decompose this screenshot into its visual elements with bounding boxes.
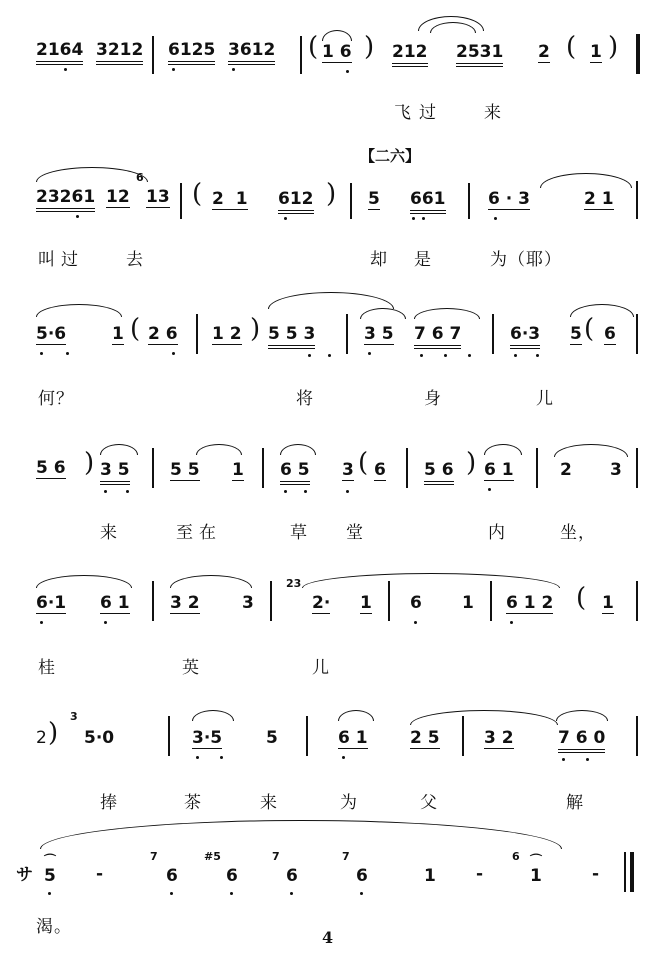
note-group: 1 2 bbox=[212, 324, 242, 344]
slur bbox=[484, 444, 522, 455]
lyric: 儿 bbox=[536, 389, 554, 409]
note-group: 2164 bbox=[36, 40, 83, 65]
note: 6 bbox=[166, 866, 178, 886]
note-group: 3212 bbox=[96, 40, 143, 65]
lyric: 为（耶） bbox=[490, 250, 562, 270]
note-group: 12 bbox=[106, 187, 130, 207]
barline bbox=[636, 448, 638, 488]
note-group: 23261 bbox=[36, 187, 95, 212]
lyric: 叫过 bbox=[38, 250, 84, 270]
barline bbox=[468, 183, 470, 219]
grace-note: 6 bbox=[512, 850, 520, 863]
note-group: 2 1 bbox=[212, 189, 248, 209]
lyric: 坐， bbox=[560, 523, 596, 543]
note-group: 3·5 bbox=[192, 728, 223, 748]
octave-dot bbox=[422, 217, 425, 220]
note: 6 bbox=[410, 593, 422, 613]
lyric: 至在 bbox=[176, 523, 222, 543]
note: 1 bbox=[590, 42, 602, 62]
lyric: 解 bbox=[566, 793, 584, 813]
octave-dot bbox=[414, 621, 417, 624]
paren-close: ) bbox=[326, 179, 337, 209]
octave-dot bbox=[412, 217, 415, 220]
octave-dot bbox=[104, 490, 107, 493]
barline bbox=[152, 36, 154, 74]
note-group: 212 bbox=[392, 42, 428, 67]
paren-close: ) bbox=[48, 718, 59, 748]
barline bbox=[636, 581, 638, 621]
note-group: 661 bbox=[410, 189, 446, 214]
note-group: 5·6 bbox=[36, 324, 67, 344]
barline bbox=[152, 581, 154, 621]
slur bbox=[196, 444, 242, 455]
note-group: 3612 bbox=[228, 40, 275, 65]
barline bbox=[636, 181, 638, 219]
octave-dot bbox=[328, 354, 331, 357]
octave-dot bbox=[420, 354, 423, 357]
note: 2· bbox=[312, 593, 331, 613]
note-group: 6 1 2 bbox=[506, 593, 554, 613]
note-group: 2531 bbox=[456, 42, 503, 67]
slur bbox=[170, 575, 252, 588]
final-barline-thick bbox=[630, 852, 634, 892]
lyric: 茶 bbox=[184, 793, 202, 813]
barline bbox=[462, 716, 464, 756]
note-group: 5 5 bbox=[170, 460, 200, 480]
octave-dot bbox=[104, 621, 107, 624]
barline bbox=[350, 183, 352, 219]
barline bbox=[196, 314, 198, 354]
lyric: 为 bbox=[340, 793, 358, 813]
free-tempo-mark: サ bbox=[16, 865, 33, 885]
lyric: 堂 bbox=[346, 523, 364, 543]
fermata-icon: ⌒ bbox=[530, 853, 543, 867]
octave-dot bbox=[40, 352, 43, 355]
final-barline-thin bbox=[624, 852, 626, 892]
octave-dot bbox=[488, 488, 491, 491]
octave-dot bbox=[304, 490, 307, 493]
octave-dot bbox=[308, 354, 311, 357]
octave-dot bbox=[232, 68, 235, 71]
note-group: 2 5 bbox=[410, 728, 440, 748]
octave-dot bbox=[284, 490, 287, 493]
octave-dot bbox=[562, 758, 565, 761]
slur bbox=[360, 308, 406, 319]
lyric: 草 bbox=[290, 523, 308, 543]
slur bbox=[36, 575, 132, 588]
lyric: 来 bbox=[484, 103, 502, 123]
note: 1 bbox=[462, 593, 474, 613]
note-group: 5 6 bbox=[424, 460, 454, 485]
barline bbox=[180, 183, 182, 219]
note: 3 bbox=[242, 593, 254, 613]
octave-dot bbox=[172, 352, 175, 355]
note: 3 bbox=[342, 460, 354, 480]
paren-close: ) bbox=[466, 448, 477, 478]
note-group: 2 6 bbox=[148, 324, 178, 344]
lyric: 身 bbox=[424, 389, 442, 409]
barline bbox=[346, 314, 348, 354]
grace-note: 7 bbox=[342, 850, 350, 863]
slur bbox=[338, 710, 374, 721]
note-group: 13 bbox=[146, 187, 170, 207]
note: 6 bbox=[374, 460, 386, 480]
section-label: 【二六】 bbox=[360, 147, 421, 165]
grace-note: 3 bbox=[70, 710, 78, 723]
barline bbox=[270, 581, 272, 621]
octave-dot bbox=[346, 70, 349, 73]
lyric: 飞过 bbox=[394, 103, 444, 123]
note: 1 bbox=[530, 866, 542, 886]
paren-close: ) bbox=[364, 32, 375, 62]
lyric: 内 bbox=[488, 523, 506, 543]
note-group: 5·0 bbox=[84, 728, 115, 748]
grace-note: 7 bbox=[150, 850, 158, 863]
slur bbox=[100, 444, 138, 455]
note-group: 6125 bbox=[168, 40, 215, 65]
note: 6 bbox=[226, 866, 238, 886]
octave-dot bbox=[230, 892, 233, 895]
dash: - bbox=[96, 864, 104, 884]
lyric: 将 bbox=[296, 389, 314, 409]
note: 6 bbox=[604, 324, 616, 344]
note-group: 6·3 bbox=[510, 324, 540, 349]
note-group: 6 1 bbox=[100, 593, 130, 613]
slur bbox=[192, 710, 234, 721]
lyric: 父 bbox=[420, 793, 438, 813]
note-group: 5 5 3 bbox=[268, 324, 315, 349]
fermata-icon: ⌒ bbox=[44, 853, 57, 867]
barline bbox=[490, 581, 492, 621]
grace-note: #5 bbox=[204, 850, 221, 863]
note: 1 bbox=[424, 866, 436, 886]
paren-close: ) bbox=[608, 32, 619, 62]
paren-open: ( bbox=[566, 32, 577, 62]
octave-dot bbox=[220, 756, 223, 759]
lyric: 来 bbox=[100, 523, 118, 543]
note: 1 bbox=[112, 324, 124, 344]
lyric: 来 bbox=[260, 793, 278, 813]
octave-dot bbox=[66, 352, 69, 355]
note: 1 bbox=[602, 593, 614, 613]
paren-open: ( bbox=[192, 179, 203, 209]
paren-close: ) bbox=[84, 448, 95, 478]
paren-open: ( bbox=[584, 314, 595, 344]
slur bbox=[554, 444, 628, 457]
note-group: 7 6 0 bbox=[558, 728, 605, 753]
lyric: 渴。 bbox=[36, 917, 72, 937]
note-group: 612 bbox=[278, 189, 314, 214]
lyric: 何？ bbox=[38, 389, 74, 409]
note-group: 6·1 bbox=[36, 593, 67, 613]
grace-note: 7 bbox=[272, 850, 280, 863]
octave-dot bbox=[514, 354, 517, 357]
note-group: 5 6 bbox=[36, 458, 66, 478]
score-system-3 bbox=[0, 290, 664, 409]
octave-dot bbox=[346, 490, 349, 493]
barline bbox=[492, 314, 494, 354]
octave-dot bbox=[468, 354, 471, 357]
barline bbox=[388, 581, 390, 621]
grace-note: 6 bbox=[136, 171, 144, 184]
barline bbox=[306, 716, 308, 756]
barline bbox=[152, 448, 154, 488]
octave-dot bbox=[368, 352, 371, 355]
octave-dot bbox=[40, 621, 43, 624]
note-group: 7 6 7 bbox=[414, 324, 461, 349]
note-group: 1 6 bbox=[322, 42, 352, 62]
octave-dot bbox=[284, 217, 287, 220]
note: 6 bbox=[286, 866, 298, 886]
octave-dot bbox=[48, 892, 51, 895]
slur bbox=[556, 710, 608, 721]
octave-dot bbox=[172, 68, 175, 71]
barline bbox=[300, 36, 302, 74]
octave-dot bbox=[64, 68, 67, 71]
barline bbox=[636, 716, 638, 756]
note: 6 bbox=[356, 866, 368, 886]
note: 5 bbox=[266, 728, 278, 748]
grace-note: 23 bbox=[286, 577, 302, 590]
note: 5 bbox=[570, 324, 582, 344]
slur bbox=[280, 444, 316, 455]
score-system-7 bbox=[0, 820, 664, 937]
note-group: 6 5 bbox=[280, 460, 310, 485]
lyric: 英 bbox=[182, 658, 200, 678]
note: 1 bbox=[232, 460, 244, 480]
octave-dot bbox=[444, 354, 447, 357]
score-system-4 bbox=[0, 430, 664, 545]
paren-open: ( bbox=[130, 314, 141, 344]
slur bbox=[40, 820, 562, 849]
note: 3 bbox=[610, 460, 622, 480]
score-system-2 bbox=[0, 165, 664, 275]
lyric: 儿 bbox=[312, 658, 330, 678]
dash: - bbox=[476, 864, 484, 884]
octave-dot bbox=[170, 892, 173, 895]
octave-dot bbox=[536, 354, 539, 357]
score-system-5 bbox=[0, 565, 664, 678]
slur bbox=[414, 308, 480, 319]
octave-dot bbox=[494, 217, 497, 220]
note-group: 3 5 bbox=[100, 460, 130, 485]
note: 2 bbox=[538, 42, 550, 62]
octave-dot bbox=[290, 892, 293, 895]
lyric: 桂 bbox=[38, 658, 56, 678]
octave-dot bbox=[510, 621, 513, 624]
note-group: 2 1 bbox=[584, 189, 614, 209]
dash: - bbox=[592, 864, 600, 884]
slur bbox=[36, 167, 148, 182]
barline bbox=[168, 716, 170, 756]
slur bbox=[302, 573, 560, 588]
score-system-6 bbox=[0, 700, 664, 813]
octave-dot bbox=[586, 758, 589, 761]
score-system-1 bbox=[0, 30, 664, 130]
barline bbox=[406, 448, 408, 488]
slur bbox=[322, 30, 352, 41]
note: 5 bbox=[44, 866, 56, 886]
note-group: 3 5 bbox=[364, 324, 394, 344]
octave-dot bbox=[196, 756, 199, 759]
lyric: 却 bbox=[370, 250, 388, 270]
paren-close: ) bbox=[250, 314, 261, 344]
octave-dot bbox=[126, 490, 129, 493]
slur bbox=[570, 304, 634, 317]
barline bbox=[636, 314, 638, 354]
paren-open: ( bbox=[358, 448, 369, 478]
lyric: 捧 bbox=[100, 793, 118, 813]
paren-open: ( bbox=[576, 583, 587, 613]
barline bbox=[262, 448, 264, 488]
page-number: 4 bbox=[322, 928, 334, 947]
note: 1 bbox=[360, 593, 372, 613]
octave-dot bbox=[360, 892, 363, 895]
note-group: 3 2 bbox=[170, 593, 200, 613]
note-group: 6 1 bbox=[338, 728, 368, 748]
note-group: 6 · 3 bbox=[488, 189, 530, 209]
octave-dot bbox=[76, 215, 79, 218]
slur bbox=[268, 292, 394, 309]
slur bbox=[410, 710, 558, 725]
note: 5 bbox=[368, 189, 380, 209]
octave-dot bbox=[342, 756, 345, 759]
lyric: 是 bbox=[414, 250, 432, 270]
slur bbox=[540, 173, 632, 188]
barline bbox=[636, 34, 640, 74]
note-group: 3 2 bbox=[484, 728, 514, 748]
slur bbox=[36, 304, 122, 317]
note: 2 bbox=[560, 460, 572, 480]
note: 2 bbox=[36, 728, 47, 748]
barline bbox=[536, 448, 538, 488]
lyric: 去 bbox=[126, 250, 144, 270]
note-group: 6 1 bbox=[484, 460, 514, 480]
paren-open: ( bbox=[308, 32, 319, 62]
